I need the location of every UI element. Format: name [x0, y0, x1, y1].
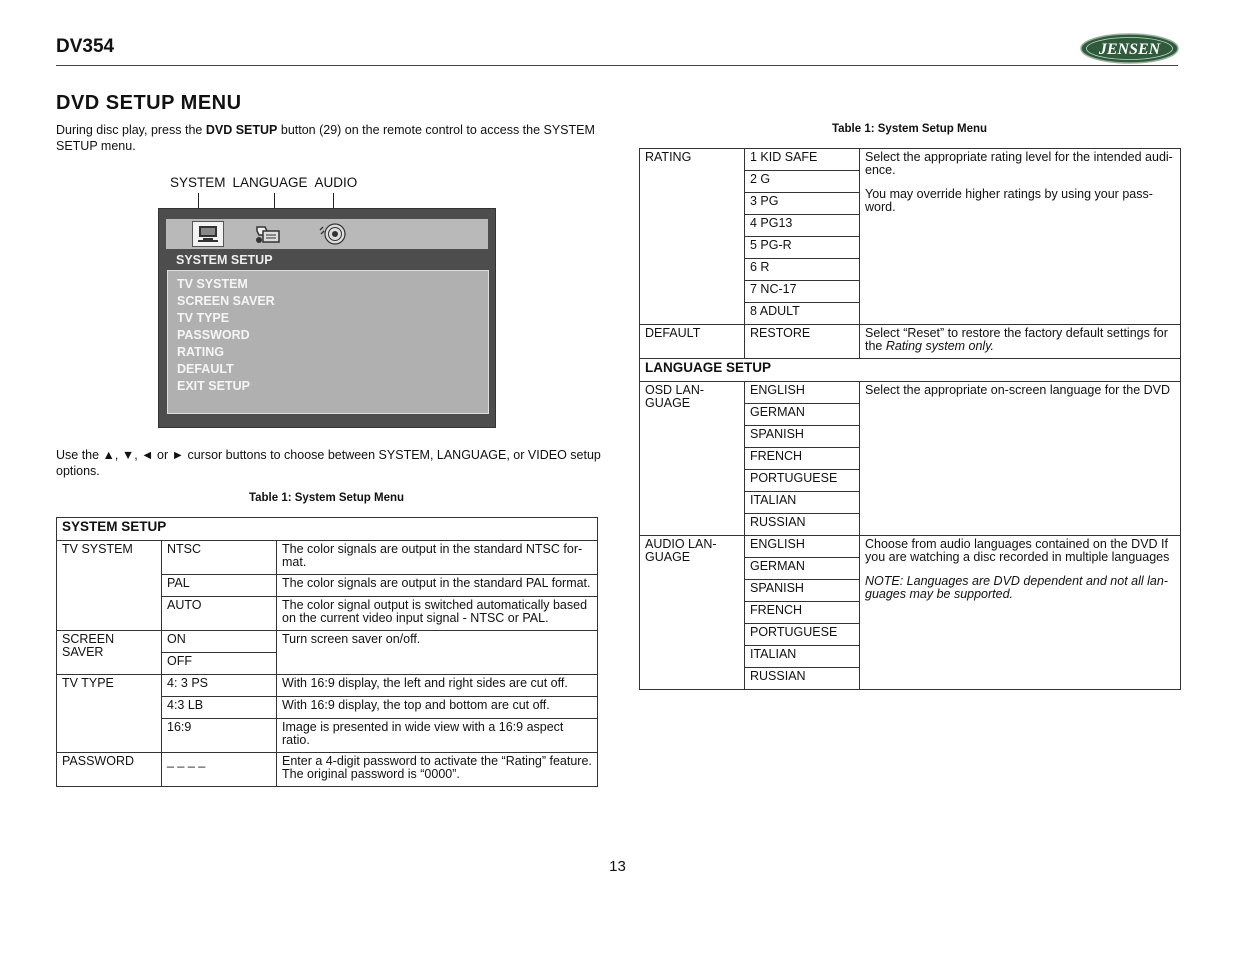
setting-name: DEFAULT [640, 325, 745, 359]
osd-heading: SYSTEM SETUP [176, 253, 273, 267]
option-cell: ENGLISH [745, 536, 860, 558]
setting-name: PASSWORD [57, 753, 162, 787]
note-text: NOTE: Languages are DVD dependent and not all lan-guages may be supported. [865, 574, 1168, 601]
label-system: SYSTEM [170, 175, 226, 190]
option-cell: ITALIAN [745, 646, 860, 668]
option-cell: OFF [162, 653, 277, 675]
osd-item-tv-system[interactable]: TV SYSTEM [177, 277, 248, 291]
osd-item-screen-saver[interactable]: SCREEN SAVER [177, 294, 275, 308]
option-cell: ENGLISH [745, 382, 860, 404]
description-cell: Image is presented in wide view with a 16:9 aspect ratio. [277, 719, 598, 753]
model-name: DV354 [56, 36, 115, 57]
description-cell: Select “Reset” to restore the factory default settings for the Rating system only. [860, 325, 1181, 359]
section-heading: LANGUAGE SETUP [640, 359, 1181, 382]
table-caption: Table 1: System Setup Menu [831, 123, 988, 135]
option-cell: PORTUGUESE [745, 624, 860, 646]
option-cell: RUSSIAN [745, 668, 860, 690]
option-cell: 4 PG13 [745, 215, 860, 237]
intro-paragraph: During disc play, press the DVD SETUP button (29) on the remote control to access the SYSTEM SETUP menu. [56, 123, 595, 153]
description-cell: The color signals are output in the standard PAL format. [277, 575, 598, 597]
description-cell: Turn screen saver on/off. [277, 631, 598, 675]
option-cell: _ _ _ _ [162, 753, 277, 787]
page-number: 13 [609, 858, 626, 875]
osd-item-rating[interactable]: RATING [177, 345, 224, 359]
table-caption: Table 1: System Setup Menu [248, 492, 405, 504]
description-cell: The color signals are output in the standard NTSC for-mat. [277, 541, 598, 575]
language-icon[interactable] [252, 221, 284, 247]
setting-name: AUDIO LAN-GUAGE [640, 536, 745, 690]
description-cell: With 16:9 display, the left and right sides are cut off. [277, 675, 598, 697]
description-cell: Select the appropriate on-screen language for the DVD [860, 382, 1181, 536]
option-cell: 5 PG-R [745, 237, 860, 259]
option-cell: NTSC [162, 541, 277, 575]
option-cell: AUTO [162, 597, 277, 631]
option-cell: 6 R [745, 259, 860, 281]
setting-name: RATING [640, 149, 745, 325]
osd-menu-list [167, 270, 489, 414]
option-cell: ON [162, 631, 277, 653]
description-cell: Enter a 4-digit password to activate the “Rating” feature. The original password is “0000”. [277, 753, 598, 787]
option-cell: 4: 3 PS [162, 675, 277, 697]
option-cell: RUSSIAN [745, 514, 860, 536]
osd-item-default[interactable]: DEFAULT [177, 362, 234, 376]
osd-item-exit-setup[interactable]: EXIT SETUP [177, 379, 250, 393]
osd-tab-labels [170, 175, 364, 190]
option-cell: 16:9 [162, 719, 277, 753]
speaker-icon[interactable] [316, 221, 348, 247]
setting-name: TV TYPE [57, 675, 162, 753]
option-cell: GERMAN [745, 404, 860, 426]
system-setup-table [56, 517, 598, 787]
option-cell: FRENCH [745, 448, 860, 470]
setting-name: TV SYSTEM [57, 541, 162, 631]
label-language: LANGUAGE [232, 175, 308, 190]
option-cell: PAL [162, 575, 277, 597]
description-cell: Select the appropriate rating level for the intended audi-ence. You may override higher ratings by using your pass-word. [860, 149, 1181, 325]
option-cell: 8 ADULT [745, 303, 860, 325]
instructions-paragraph: Use the ▲, ▼, ◄ or ► cursor buttons to choose between SYSTEM, LANGUAGE, or VIDEO setup options. [56, 448, 601, 478]
label-audio: AUDIO [314, 175, 358, 190]
option-cell: ITALIAN [745, 492, 860, 514]
section-heading: SYSTEM SETUP [57, 518, 598, 541]
option-cell: 3 PG [745, 193, 860, 215]
logo-text: JENSEN [1098, 41, 1161, 58]
page-title: DVD SETUP MENU [56, 92, 242, 114]
option-cell: 4:3 LB [162, 697, 277, 719]
option-cell: SPANISH [745, 580, 860, 602]
osd-item-password[interactable]: PASSWORD [177, 328, 250, 342]
jensen-logo [1080, 33, 1179, 64]
option-cell: GERMAN [745, 558, 860, 580]
option-cell: FRENCH [745, 602, 860, 624]
option-cell: RESTORE [745, 325, 860, 359]
header-rule [56, 65, 1178, 66]
option-cell: PORTUGUESE [745, 470, 860, 492]
osd-screen [158, 208, 496, 428]
option-cell: 7 NC-17 [745, 281, 860, 303]
rating-language-table [639, 148, 1181, 690]
option-cell: 2 G [745, 171, 860, 193]
description-cell: Choose from audio languages contained on the DVD If you are watching a disc recorded in multiple languages NOTE: Languages are DVD dependent and not all lan-guages may be supported. [860, 536, 1181, 690]
description-cell: With 16:9 display, the top and bottom are cut off. [277, 697, 598, 719]
dvd-setup-button-name: DVD SETUP [205, 123, 278, 137]
setting-name: SCREEN SAVER [57, 631, 162, 675]
osd-item-tv-type[interactable]: TV TYPE [177, 311, 230, 325]
option-cell: 1 KID SAFE [745, 149, 860, 171]
option-cell: SPANISH [745, 426, 860, 448]
setting-name: OSD LAN-GUAGE [640, 382, 745, 536]
description-cell: The color signal output is switched automatically based on the current video input signal - NTSC or PAL. [277, 597, 598, 631]
monitor-icon[interactable] [192, 221, 224, 247]
osd-tab-bar [166, 219, 488, 249]
